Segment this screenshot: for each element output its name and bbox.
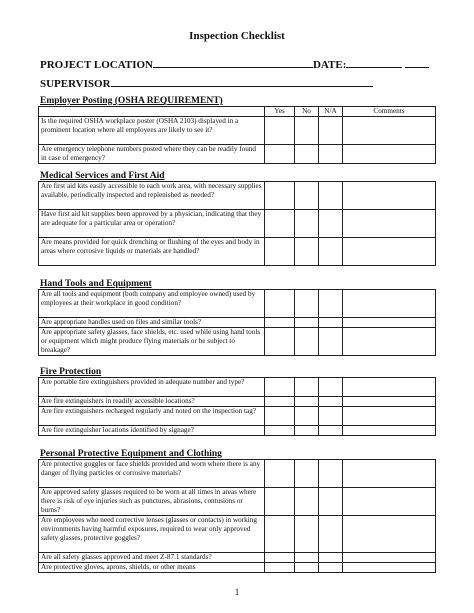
no-cell[interactable] (295, 117, 319, 145)
comments-cell[interactable] (343, 488, 436, 516)
table-row (39, 145, 436, 164)
no-cell[interactable] (295, 145, 319, 164)
checklist-table (38, 459, 436, 573)
comments-cell[interactable] (343, 563, 436, 573)
na-cell[interactable] (319, 182, 343, 210)
table-row (39, 553, 436, 563)
yes-cell[interactable] (265, 238, 295, 266)
yes-cell[interactable] (265, 210, 295, 238)
yes-cell[interactable] (265, 426, 295, 436)
yes-header: Yes (265, 107, 295, 117)
no-cell[interactable] (295, 182, 319, 210)
question-text: Are appropriate safety glasses, face shields, etc. used while using hand tools or equipment which might produce flying materials or be subject to breakage? (39, 328, 265, 356)
no-cell[interactable] (295, 290, 319, 318)
date-field-month[interactable] (346, 57, 402, 68)
yes-cell[interactable] (265, 460, 295, 488)
question-text: Are protective goggles or face shields provided and worn where there is any danger of flying particles or corrosive materials? (39, 460, 265, 488)
table-row (39, 378, 436, 397)
comments-cell[interactable] (343, 516, 436, 553)
comments-cell[interactable] (343, 328, 436, 356)
table-row (39, 516, 436, 553)
na-cell[interactable] (319, 488, 343, 516)
yes-cell[interactable] (265, 318, 295, 328)
question-text: Are fire extinguishers in readily accessible locations? (39, 397, 265, 407)
comments-header: Comments (343, 107, 436, 117)
question-text: Are portable fire extinguishers provided in adequate number and type? (39, 378, 265, 397)
yes-cell[interactable] (265, 488, 295, 516)
comments-cell[interactable] (343, 460, 436, 488)
section-heading: Employer Posting (OSHA REQUIREMENT) (40, 96, 223, 106)
na-cell[interactable] (319, 210, 343, 238)
no-cell[interactable] (295, 516, 319, 553)
question-text: Are fire extinguishers recharged regularly and noted on the inspection tag? (39, 407, 265, 426)
table-row (39, 117, 436, 145)
na-cell[interactable] (319, 516, 343, 553)
table-row (39, 563, 436, 573)
project-location-field[interactable] (153, 57, 313, 68)
na-cell[interactable] (319, 328, 343, 356)
yes-cell[interactable] (265, 516, 295, 553)
yes-cell[interactable] (265, 397, 295, 407)
yes-cell[interactable] (265, 563, 295, 573)
no-cell[interactable] (295, 407, 319, 426)
checklist-table (38, 181, 436, 266)
comments-cell[interactable] (343, 318, 436, 328)
comments-cell[interactable] (343, 145, 436, 164)
question-text: Are all tools and equipment (both company and employee owned) used by employees at their workplace in good condition? (39, 290, 265, 318)
na-cell[interactable] (319, 117, 343, 145)
na-header: N/A (319, 107, 343, 117)
question-text: Are means provided for quick drenching or flushing of the eyes and body in areas where corrosive liquids or materials are handled? (39, 238, 265, 266)
page-title: Inspection Checklist (189, 30, 285, 42)
comments-cell[interactable] (343, 290, 436, 318)
question-text: Are emergency telephone numbers posted where they can be readily found in case of emergency? (39, 145, 265, 164)
no-header: No (295, 107, 319, 117)
question-header (39, 107, 265, 117)
yes-cell[interactable] (265, 328, 295, 356)
table-row (39, 238, 436, 266)
comments-cell[interactable] (343, 426, 436, 436)
project-location-line (40, 57, 429, 71)
table-row (39, 210, 436, 238)
table-row (39, 397, 436, 407)
na-cell[interactable] (319, 290, 343, 318)
comments-cell[interactable] (343, 397, 436, 407)
section-heading: Personal Protective Equipment and Clothing (40, 449, 222, 459)
page-number: 1 (234, 587, 240, 597)
yes-cell[interactable] (265, 290, 295, 318)
comments-cell[interactable] (343, 238, 436, 266)
question-text: Is the required OSHA workplace poster (OSHA 2103) displayed in a prominent location where all employees are likely to see it? (39, 117, 265, 145)
question-text: Are all safety glasses approved and meet Z-87.1 standards? (39, 553, 265, 563)
checklist-table (38, 289, 436, 356)
no-cell[interactable] (295, 378, 319, 397)
na-cell[interactable] (319, 426, 343, 436)
question-text: Are appropriate handles used on files and similar tools? (39, 318, 265, 328)
comments-cell[interactable] (343, 407, 436, 426)
date-field-year[interactable] (405, 57, 429, 68)
no-cell[interactable] (295, 488, 319, 516)
question-text: Are first aid kits easily accessible to each work area, with necessary supplies available, periodically inspected and replenished as needed? (39, 182, 265, 210)
comments-cell[interactable] (343, 182, 436, 210)
no-cell[interactable] (295, 238, 319, 266)
question-text: Have first aid kit supplies been approved by a physician, indicating that they are adequate for a particular area or operation? (39, 210, 265, 238)
section-heading: Fire Protection (40, 367, 102, 377)
yes-cell[interactable] (265, 145, 295, 164)
section-heading: Hand Tools and Equipment (40, 279, 152, 289)
yes-cell[interactable] (265, 182, 295, 210)
na-cell[interactable] (319, 238, 343, 266)
table-header-row (39, 107, 436, 117)
yes-cell[interactable] (265, 378, 295, 397)
question-text: Are employees who need corrective lenses (glasses or contacts) in working environments having harmful exposures, required to wear only approved safety glasses, protective goggles? (39, 516, 265, 553)
date-label: DATE: (312, 59, 347, 71)
table-row (39, 488, 436, 516)
table-row (39, 290, 436, 318)
question-text: Are protective gloves, aprons, shields, or other means (39, 563, 265, 573)
project-location-label: PROJECT LOCATION (40, 59, 153, 71)
no-cell[interactable] (295, 210, 319, 238)
comments-cell[interactable] (343, 117, 436, 145)
supervisor-field[interactable] (111, 76, 373, 87)
no-cell[interactable] (295, 553, 319, 563)
no-cell[interactable] (295, 563, 319, 573)
checklist-table (38, 106, 436, 164)
yes-cell[interactable] (265, 553, 295, 563)
comments-cell[interactable] (343, 553, 436, 563)
supervisor-label: SUPERVISOR (40, 78, 111, 90)
yes-cell[interactable] (265, 407, 295, 426)
table-row (39, 318, 436, 328)
no-cell[interactable] (295, 328, 319, 356)
table-row (39, 328, 436, 356)
no-cell[interactable] (295, 397, 319, 407)
table-row (39, 407, 436, 426)
table-row (39, 460, 436, 488)
table-row (39, 426, 436, 436)
question-text: Are approved safety glasses required to be worn at all times in areas where there is risk of eye injuries such as punctures, abrasions, contusions or burns? (39, 488, 265, 516)
no-cell[interactable] (295, 460, 319, 488)
yes-cell[interactable] (265, 117, 295, 145)
supervisor-line (40, 76, 373, 90)
question-text: Are fire extinguisher locations identified by signage? (39, 426, 265, 436)
na-cell[interactable] (319, 553, 343, 563)
table-row (39, 182, 436, 210)
comments-cell[interactable] (343, 378, 436, 397)
checklist-table (38, 377, 436, 436)
no-cell[interactable] (295, 426, 319, 436)
na-cell[interactable] (319, 397, 343, 407)
na-cell[interactable] (319, 460, 343, 488)
na-cell[interactable] (319, 145, 343, 164)
comments-cell[interactable] (343, 210, 436, 238)
section-heading: Medical Services and First Aid (40, 171, 165, 181)
na-cell[interactable] (319, 318, 343, 328)
no-cell[interactable] (295, 318, 319, 328)
na-cell[interactable] (319, 378, 343, 397)
na-cell[interactable] (319, 563, 343, 573)
na-cell[interactable] (319, 407, 343, 426)
